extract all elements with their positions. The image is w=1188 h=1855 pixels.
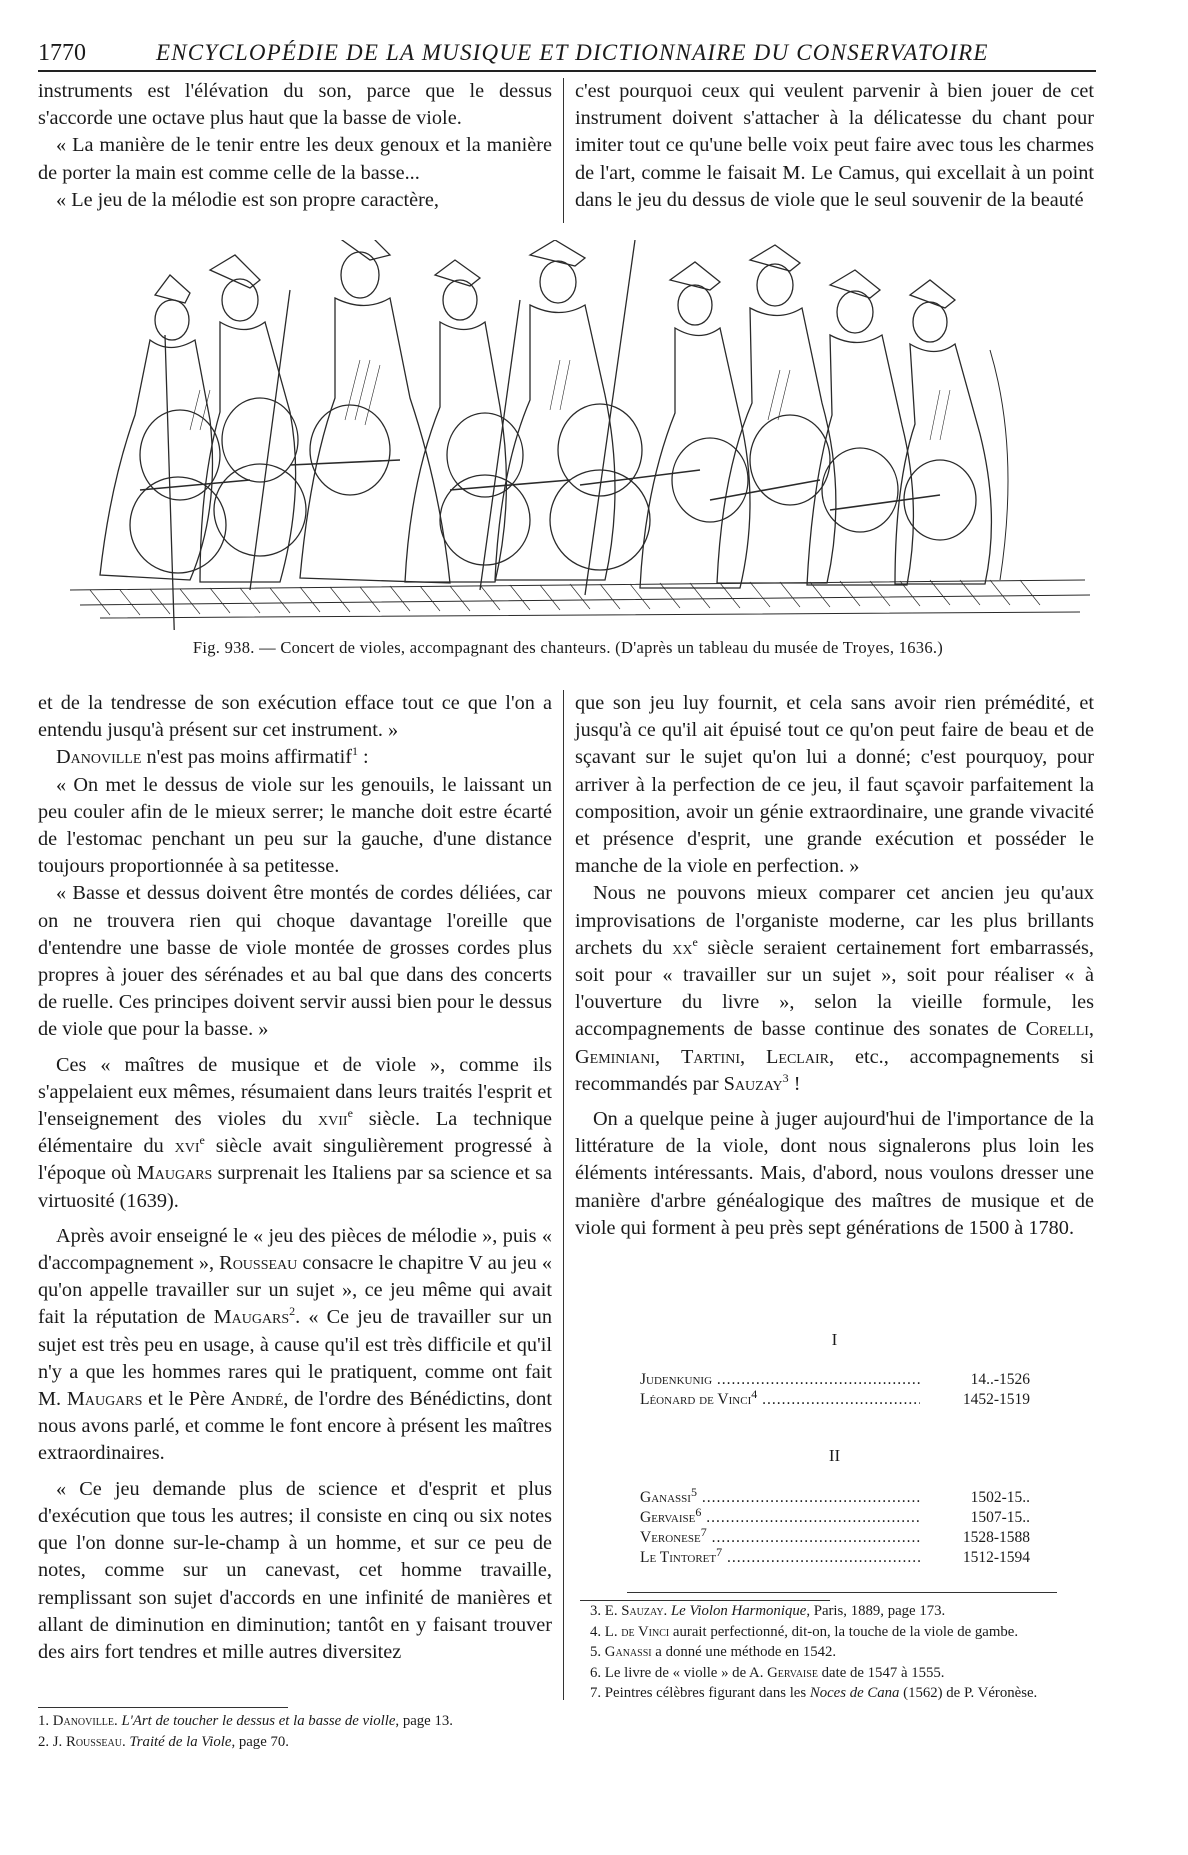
paragraph: « La manière de le tenir entre les deux genoux et la manière de porter la main est comme celle de la basse...: [38, 134, 552, 184]
musician-4: [405, 260, 530, 590]
list-item: Judenkunig ..... 14..-1526: [640, 1370, 1030, 1390]
footnote: 5. Ganassi a donné une méthode en 1542.: [590, 1644, 837, 1660]
header-rule: [38, 70, 1096, 72]
footnote-rule: [580, 1600, 830, 1601]
running-title: ENCYCLOPÉDIE DE LA MUSIQUE ET DICTIONNAIRE DU CONSERVATOIRE: [156, 40, 989, 65]
page-number: 1770: [38, 40, 86, 66]
list-item: Le Tintoret$^7$ ..... 1512-1594: [640, 1548, 1030, 1568]
musician-1: [100, 275, 226, 630]
figure-caption: Fig. 938. — Concert de violes, accompagnant des chanteurs. (D'après un tableau du musée de Troyes, 1636.): [192, 638, 944, 657]
genealogy-group-2: [640, 1488, 1030, 1568]
page-header: [38, 38, 1096, 72]
top-right-column: [575, 78, 1094, 214]
footnotes-left: [38, 1712, 552, 1753]
paragraph: « Ce jeu demande plus de science et d'esprit et plus d'exécution que tous les autres; il consiste en cinq ou six notes que l'on donne sur-le-champ à un homme, et sur ce peu de notes, comme sur un canevast, cet homme travaille, remplissant son sujet d'accords en une infinité de manières et allant de diminution en diminution; tantôt en y faisant trouver des airs fort tendres et mille autres diversitez: [38, 1477, 552, 1663]
footnote: 4. L. de Vinci aurait perfectionné, dit-on, la touche de la viole de gambe.: [590, 1623, 1019, 1640]
paragraph: « Le jeu de la mélodie est son propre caractère,: [56, 188, 439, 211]
footnote: 6. Le livre de « violle » de A. Gervaise date de 1547 à 1555.: [590, 1664, 945, 1681]
paragraph: On a quelque peine à juger aujourd'hui de l'importance de la littérature de la viole, dont nous signalerons plus loin les éléments intéressants. Mais, d'abord, nous voulons dresser une manière d'arbre généalogique des maîtres de musique et de viole qui forment à peu près sept générations de 1500 à 1780.: [575, 1108, 1094, 1239]
list-item: Veronese$^7$ ..... 1528-1588: [640, 1528, 1030, 1548]
column-divider: [563, 690, 564, 1700]
paragraph: « Basse et dessus doivent être montés de cordes déliées, car on ne trouvera rien qui choque davantage l'oreille que d'entendre une basse de viole montée de grosses cordes plus propres à jouer des sérénades et au bal que dans des concerts de ruelle. Ces principes doivent servir aussi bien pour le dessus de viole que pour la basse. »: [38, 882, 552, 1041]
right-column: [575, 690, 1094, 1242]
footnote: 7. Peintres célèbres figurant dans les Noces de Cana (1562) de P. Véronèse.: [590, 1685, 1038, 1701]
paragraph: Après avoir enseigné le « jeu des pièces de mélodie », puis « d'accompagnement », Rousseau consacre le chapitre V au jeu « qu'on appelle travailler sur un sujet », ce jeu même qui avait fait la réputation de Maugars$^2$. « Ce jeu de travailler sur un sujet est très peu en usage, à cause qu'il est très difficile et qu'il n'y a que les hommes rares qui le pratiquent, comme ont fait M. Maugars et le Père André, de l'ordre des Bénédictins, dont nous avons parlé, et comme le font encore à présent les maîtres extraordinaires.: [38, 1224, 553, 1465]
musician-6: [640, 262, 750, 588]
list-item: Léonard de Vinci$^4$ ..... 1452-1519: [640, 1390, 1030, 1410]
footnote: 3. E. Sauzay. Le Violon Harmonique, Paris, 1889, page 173.: [590, 1603, 946, 1619]
section-number-1: I: [831, 1330, 838, 1349]
table-rule: [627, 1592, 1057, 1593]
paragraph: instruments est l'élévation du son, parce que le dessus s'accorde une octave plus haut que la basse de viole.: [38, 80, 552, 130]
left-column: [38, 690, 552, 1666]
column-divider: [563, 78, 564, 223]
genealogy-group-1: [640, 1370, 1030, 1410]
top-left-column: [38, 78, 552, 214]
paragraph: « On met le dessus de viole sur les genouils, le laissant un peu couler afin de le mieux serrer; le manche doit estre écarté de l'estomac penchant un peu sur la gauche, d'une distance toujours proportionnée à sa petitesse.: [38, 773, 552, 878]
footnote: 2. J. Rousseau. Traité de la Viole, page 70.: [38, 1733, 289, 1750]
figure-engraving: [60, 240, 1095, 630]
footnote-rule: [38, 1707, 288, 1708]
musician-7: [717, 245, 836, 583]
viol-concert-illustration: [60, 240, 1095, 630]
section-number-2: II: [828, 1446, 841, 1465]
musician-9: [895, 280, 1008, 584]
musician-2: [200, 255, 306, 590]
paragraph: et de la tendresse de son exécution efface tout ce que l'on a entendu jusqu'à présent sur cet instrument. »: [38, 692, 552, 742]
paragraph: Ces « maîtres de musique et de viole », comme ils s'appelaient eux mêmes, résumaient dans leurs traités l'esprit et l'enseignement des violes du xvii$^e$ siècle. La technique élémentaire du xvi$^e$ siècle avait singulièrement progressé à l'époque où Maugars surprenait les Italiens par sa science et sa virtuosité (1639).: [38, 1053, 552, 1212]
list-item: Ganassi$^5$ ..... 1502-15..: [640, 1488, 1030, 1508]
musician-8: [807, 270, 913, 585]
paragraph: c'est pourquoi ceux qui veulent parvenir à bien jouer de cet instrument doivent s'attacher à la délicatesse du chant pour imiter tout ce qu'une belle voix peut faire avec tous les charmes de l'art, comme le faisait M. Le Camus, qui excellait à un point dans le jeu du dessus de viole que le seul souvenir de la beauté: [575, 80, 1094, 211]
list-item: Gervaise$^6$ ..... 1507-15..: [640, 1508, 1030, 1528]
musician-3: [300, 240, 450, 583]
footnotes-right: [590, 1602, 1094, 1705]
paragraph: Nous ne pouvons mieux comparer cet ancien jeu qu'aux improvisations de l'organiste moderne, car les plus brillants archets du $xx^e$ siècle seraient certainement fort embarrassés, soit pour « travailler sur un sujet », soit pour réaliser « à l'ouverture du livre », selon la vieille formule, les accompagnements de basse continue des sonates de Corelli, Geminiani, Tartini, Leclair, etc., accompagnements si recommandés par Sauzay$^3$ !: [575, 882, 1095, 1095]
musician-5: [495, 240, 650, 595]
footnote: 1. Danoville. L'Art de toucher le dessus et la basse de violle, page 13.: [38, 1713, 453, 1729]
paragraph: Danoville n'est pas moins affirmatif$^1$ :: [56, 744, 369, 769]
paragraph: que son jeu luy fournit, et cela sans avoir rien prémédité, et jusqu'à ce qu'il ait épuisé tout ce qu'on peut faire de beau et de sçavant sur le sujet qu'on lui a donné; c'est pourquoy, pour arriver à la perfection de ce jeu, il faut sçavoir parfaitement la composition, avoir un génie extraordinaire, une grande vivacité et présence d'esprit, une grande exécution et posséder le manche de la viole en perfection. »: [575, 692, 1094, 878]
